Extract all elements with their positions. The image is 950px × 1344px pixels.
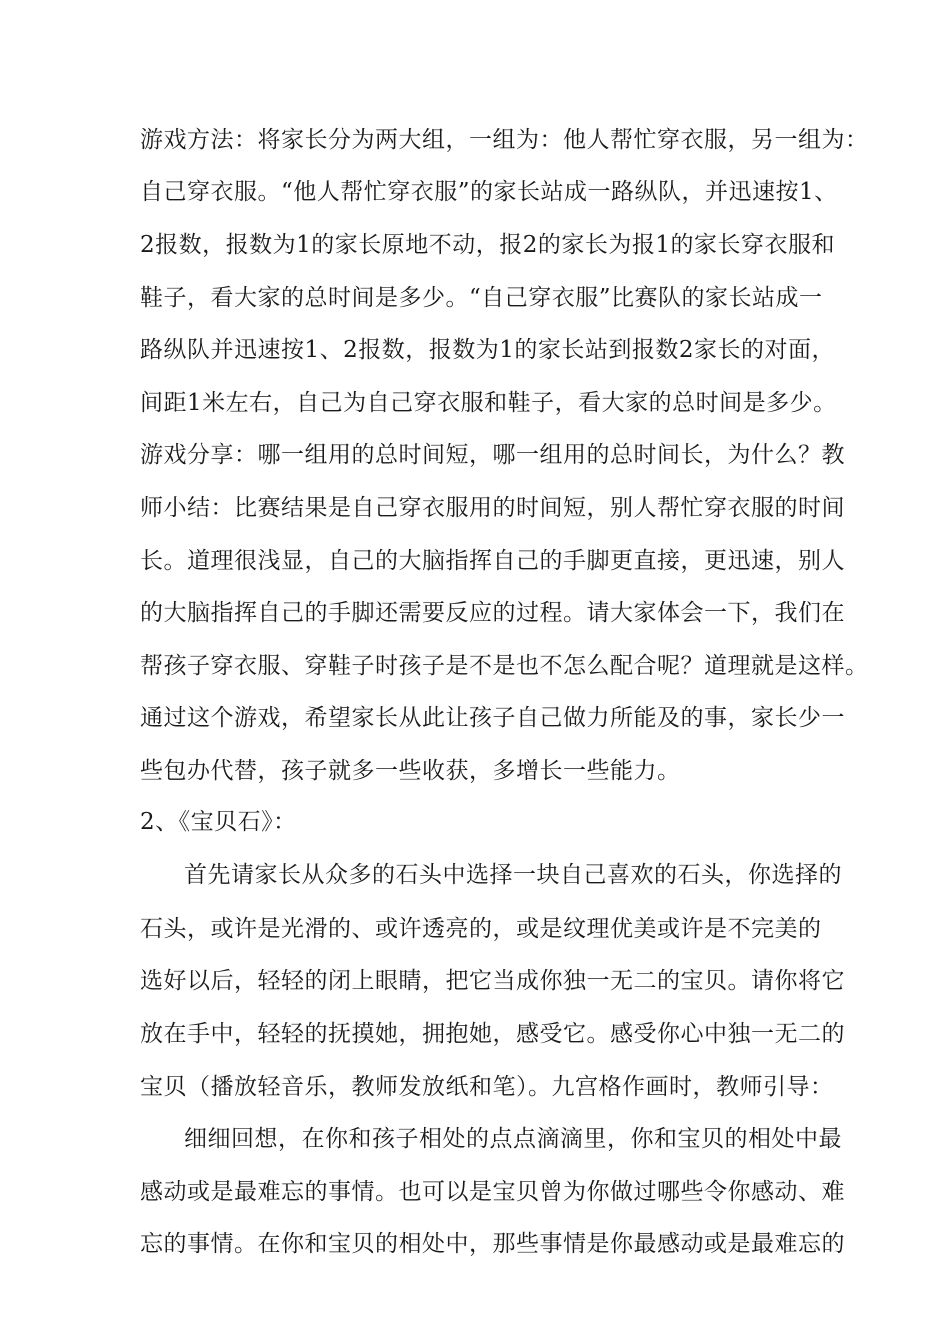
text-line: 师小结：比赛结果是自己穿衣服用的时间短，别人帮忙穿衣服的时间	[140, 495, 845, 521]
text-line: 首先请家长从众多的石头中选择一块自己喜欢的石头，你选择的	[184, 862, 842, 888]
text-line: 的大脑指挥自己的手脚还需要反应的过程。请大家体会一下，我们在	[140, 600, 845, 626]
text-line: 些包办代替，孩子就多一些收获，多增长一些能力。	[140, 758, 681, 784]
text-line: 间距1米左右，自己为自己穿衣服和鞋子，看大家的总时间是多少。	[140, 390, 837, 416]
section-heading: 2、《宝贝石》：	[140, 809, 297, 835]
text-line: 2报数，报数为1的家长原地不动，报2的家长为报1的家长穿衣服和	[140, 232, 836, 258]
text-line: 选好以后，轻轻的闭上眼睛，把它当成你独一无二的宝贝。请你将它	[140, 968, 845, 994]
text-line: 宝贝（播放轻音乐，教师发放纸和笔）。九宫格作画时，教师引导：	[140, 1074, 834, 1100]
text-line: 游戏方法：将家长分为两大组，一组为：他人帮忙穿衣服，另一组为：	[140, 127, 869, 153]
text-line: 细细回想，在你和孩子相处的点点滴滴里，你和宝贝的相处中最	[184, 1126, 842, 1152]
text-line: 鞋子，看大家的总时间是多少。“自己穿衣服”比赛队的家长站成一	[140, 285, 823, 311]
text-line: 放在手中，轻轻的抚摸她，拥抱她，感受它。感受你心中独一无二的	[140, 1021, 845, 1047]
text-line: 自己穿衣服。“他人帮忙穿衣服”的家长站成一路纵队，并迅速按1、	[140, 179, 838, 205]
text-line: 长。道理很浅显，自己的大脑指挥自己的手脚更直接，更迅速，别人	[140, 548, 845, 574]
text-line: 石头，或许是光滑的、或许透亮的，或是纹理优美或许是不完美的	[140, 916, 822, 942]
text-line: 通过这个游戏，希望家长从此让孩子自己做力所能及的事，家长少一	[140, 705, 845, 731]
text-line: 帮孩子穿衣服、穿鞋子时孩子是不是也不怎么配合呢？道理就是这样。	[140, 653, 869, 679]
text-line: 忘的事情。在你和宝贝的相处中，那些事情是你最感动或是最难忘的	[140, 1231, 845, 1257]
text-line: 路纵队并迅速按1、2报数，报数为1的家长站到报数2家长的对面，	[140, 337, 836, 363]
text-line: 游戏分享：哪一组用的总时间短，哪一组用的总时间长，为什么？教	[140, 442, 845, 468]
text-line: 感动或是最难忘的事情。也可以是宝贝曾为你做过哪些令你感动、难	[140, 1179, 845, 1205]
